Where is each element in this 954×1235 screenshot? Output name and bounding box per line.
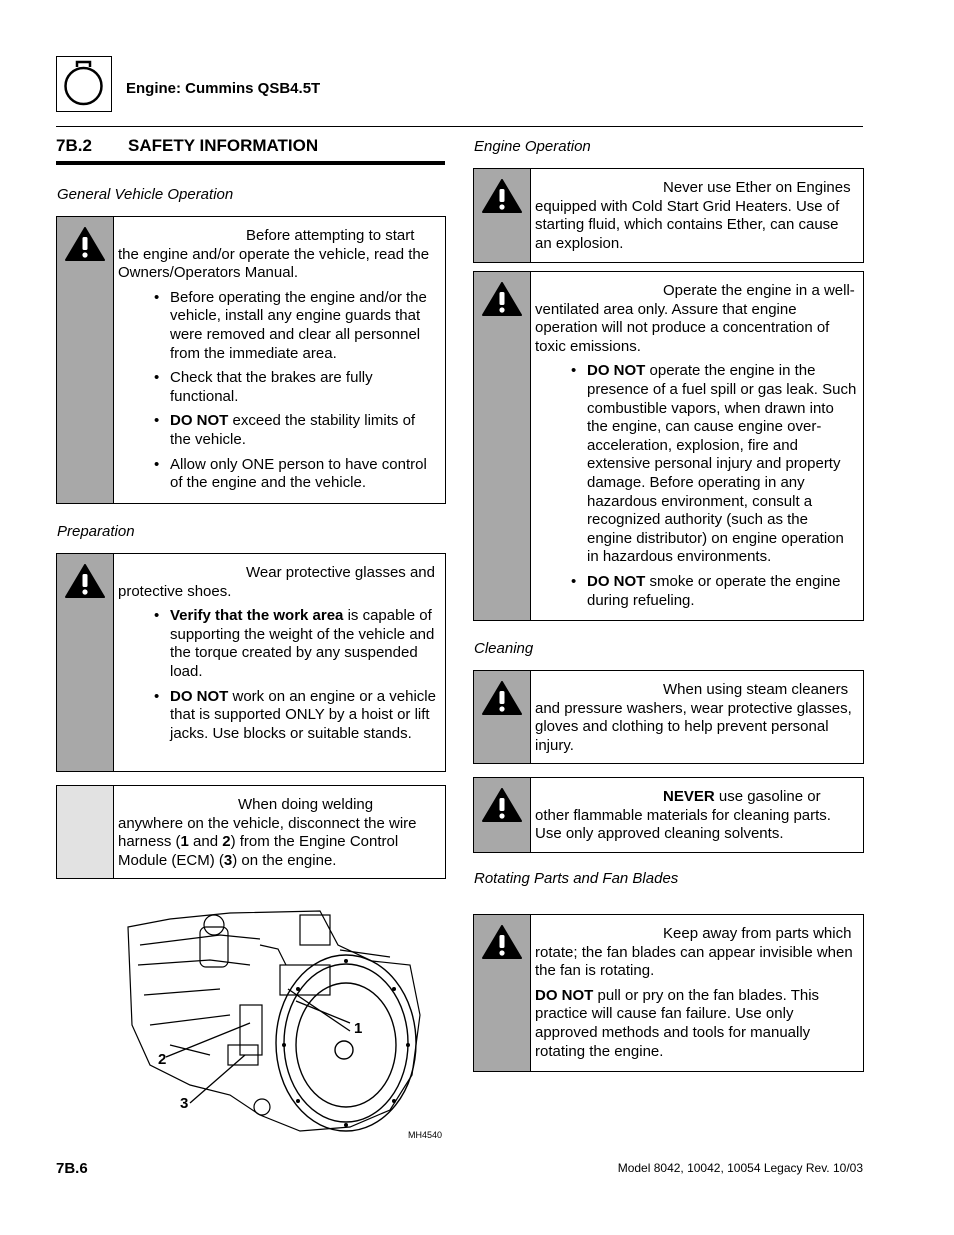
section-number: 7B.2 — [56, 136, 92, 155]
rotating-parts-heading: Rotating Parts and Fan Blades — [474, 870, 679, 887]
figure-callout-1: 1 — [354, 1020, 363, 1037]
preparation-heading: Preparation — [57, 523, 135, 540]
general-warning-list — [118, 289, 439, 493]
gasoline-warning-box — [473, 777, 864, 853]
engine-operation-heading: Engine Operation — [474, 138, 591, 155]
ventilation-warning-text: Operate the engine in a well-ventilated area only. Assure that engine operation will not produce a concentration of toxic emissions. — [535, 282, 855, 355]
engine-logo-icon — [56, 56, 112, 112]
steam-cleaner-warning-box — [473, 670, 864, 764]
warning-triangle-icon — [482, 282, 522, 316]
list-item: • DO NOT smoke or operate the engine during refueling. — [587, 573, 857, 610]
preparation-warning-list — [118, 607, 439, 743]
engine-ecm-figure — [110, 905, 450, 1145]
general-warning-text: Before attempting to start the engine and/or operate the vehicle, read the Owners/Operators Manual. — [118, 227, 430, 282]
engine-illustration — [110, 905, 450, 1145]
rotating-parts-warning-box — [473, 914, 864, 1072]
rotating-parts-warning-text: Keep away from parts which rotate; the fan blades can appear invisible when the fan is rotating. — [535, 925, 853, 980]
list-item: • Check that the brakes are fully functional. — [170, 369, 439, 406]
page-number: 7B.6 — [56, 1160, 88, 1177]
warning-triangle-icon — [482, 681, 522, 715]
list-item: • Allow only ONE person to have control of the engine and the vehicle. — [170, 456, 439, 493]
ether-warning-box — [473, 168, 864, 263]
warning-triangle-icon — [65, 227, 105, 261]
cleaning-heading: Cleaning — [474, 640, 534, 657]
ventilation-warning-list — [535, 362, 857, 610]
section-underline — [56, 161, 445, 165]
general-vehicle-heading: General Vehicle Operation — [57, 186, 234, 203]
list-item: • Before operating the engine and/or the vehicle, install any engine guards that were removed and clear all personnel from the immediate area. — [170, 289, 439, 363]
figure-callout-2: 2 — [158, 1051, 167, 1068]
header-divider — [56, 126, 863, 127]
fan-blade-warning-text: DO NOT pull or pry on the fan blades. This practice will cause fan failure. Use only approved methods and tools for manually rotating the engine. — [535, 986, 820, 1060]
preparation-warning-box — [56, 553, 446, 772]
model-revision: Model 8042, 10042, 10054 Legacy Rev. 10/03 — [617, 1161, 863, 1175]
welding-caution-box — [56, 785, 446, 879]
preparation-warning-text: Wear protective glasses and protective shoes. — [118, 564, 435, 600]
warning-triangle-icon — [482, 925, 522, 959]
list-item: • DO NOT operate the engine in the presence of a fuel spill or gas leak. Such combustible vapors, when drawn into the engine, can cause engine over-acceleration, explosion, fire and extensive personal injury and property damage. Before operating in any hazardous environment, consult a recognized authority (such as the engine distributor) on engine operation in hazardous environments. — [587, 362, 857, 567]
list-item: • DO NOT exceed the stability limits of the vehicle. — [170, 412, 439, 449]
section-title: SAFETY INFORMATION — [128, 136, 319, 155]
warning-triangle-icon — [482, 788, 522, 822]
ether-warning-text: Never use Ether on Engines equipped with Cold Start Grid Heaters. Use of starting fluid, which contains Ether, can cause an explosion. — [535, 179, 851, 252]
list-item: • DO NOT work on an engine or a vehicle that is supported ONLY by a hoist or lift jacks. Use blocks or suitable stands. — [170, 688, 439, 744]
general-warning-box — [56, 216, 446, 504]
warning-triangle-icon — [65, 564, 105, 598]
ventilation-warning-box — [473, 271, 864, 621]
steam-cleaner-warning-text: When using steam cleaners and pressure washers, wear protective glasses, gloves and clothing to help prevent personal injury. — [535, 681, 852, 754]
gasoline-warning-text: NEVER use gasoline or other flammable materials for cleaning parts. Use only approved cleaning solvents. — [535, 788, 831, 843]
list-item: • Verify that the work area is capable of supporting the weight of the vehicle and the torque created by any suspended load. — [170, 607, 439, 681]
welding-caution-text: When doing welding anywhere on the vehicle, disconnect the wire harness (1 and 2) from the Engine Control Module (ECM) (3) on the engine. — [118, 796, 417, 869]
figure-id: MH4540 — [408, 1130, 443, 1140]
figure-callout-3: 3 — [180, 1095, 189, 1112]
warning-triangle-icon — [482, 179, 522, 213]
header-title: Engine: Cummins QSB4.5T — [126, 80, 321, 97]
